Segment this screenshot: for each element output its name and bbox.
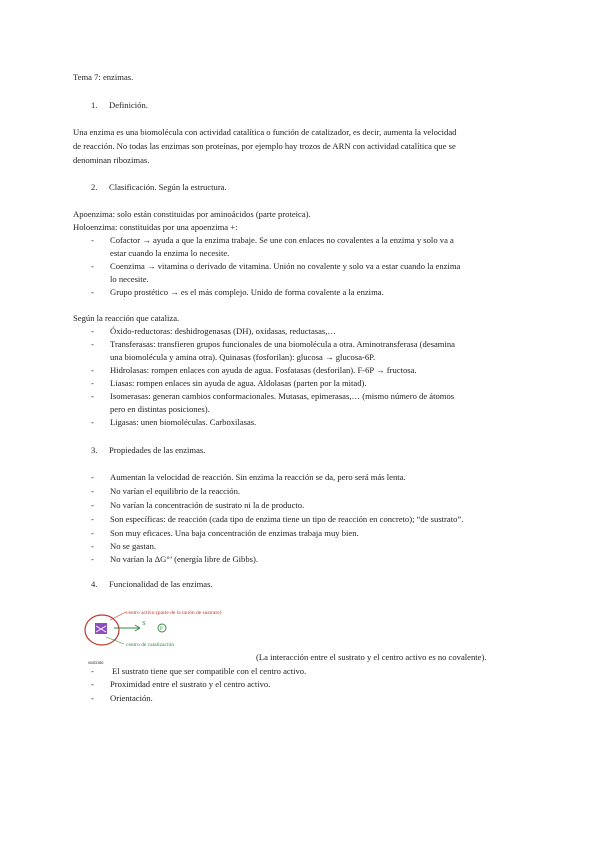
list-bullet: -	[91, 679, 94, 689]
list-bullet: -	[91, 500, 94, 510]
list-item: Óxido-reductoras: deshidrogenasas (DH), oxidasas, reductasas,…	[110, 326, 336, 336]
list-bullet: -	[91, 261, 94, 271]
paragraph-line: Una enzima es una biomolécula con actividad catalítica o función de catalizador, es decir, aumenta la velocidad	[73, 127, 457, 137]
section-number: 3.	[91, 445, 98, 455]
list-item: Hidrolasas: rompen enlaces con ayuda de agua. Fosfatasas (desforilan). F-6P → fructosa.	[110, 365, 417, 375]
list-item: No se gastan.	[110, 541, 157, 551]
list-bullet: -	[91, 339, 94, 349]
list-item: No varían el equilibrio de la reacción.	[110, 486, 241, 496]
list-item: Coenzima → vitamina o derivado de vitamina. Unión no covalente y solo va a estar cuando la enzima	[110, 261, 461, 271]
section-number: 2.	[91, 182, 98, 192]
list-item: Transferasas: transfieren grupos funcionales de una biomolécula a otra. Aminotransferasa (desamina	[110, 339, 455, 349]
list-bullet: -	[91, 554, 94, 564]
list-item: Grupo prostético → es el más complejo. Unido de forma covalente a la enzima.	[110, 287, 384, 297]
label-s: S	[142, 620, 146, 627]
section-heading: Definición.	[109, 100, 148, 110]
list-bullet: -	[91, 541, 94, 551]
diagram-caption: (La interacción entre el sustrato y el centro activo es no covalente).	[256, 652, 487, 662]
list-item: No varían la ΔG°’ (energía libre de Gibbs).	[110, 554, 259, 564]
paragraph-line: de reacción. No todas las enzimas son proteínas, por ejemplo hay trozos de ARN con actividad catalítica que se	[73, 141, 456, 151]
list-item: Orientación.	[110, 693, 153, 703]
list-bullet: -	[91, 666, 94, 676]
list-item: El sustrato tiene que ser compatible con el centro activo.	[112, 666, 307, 676]
list-item: Isomerasas: generan cambios conformacionales. Mutasas, epimerasas,… (mismo número de átomos	[110, 391, 455, 401]
list-item-continued: una biomolécula y amina otra). Quinasas (fosforilan): glucosa → glucosa-6P.	[110, 352, 376, 362]
list-item: Ligasas: unen biomoléculas. Carboxilasas.	[110, 417, 257, 427]
label-p: P	[160, 627, 163, 632]
section-number: 4.	[91, 579, 98, 589]
holoenzima-text: Holoenzima: constituidas por una apoenzima +:	[73, 222, 238, 232]
subsection-heading: Según la reacción que cataliza.	[73, 313, 180, 323]
list-item-continued: pero en distintas posiciones).	[110, 404, 210, 414]
paragraph-line: denominan ribozimas.	[73, 155, 150, 165]
list-bullet: -	[91, 365, 94, 375]
list-bullet: -	[91, 486, 94, 496]
list-item: Son específicas: de reacción (cada tipo de enzima tiene un tipo de reacción en concreto); “de sustrato”.	[110, 514, 464, 524]
list-item-continued: lo necesite.	[110, 274, 149, 284]
pointer-line	[110, 612, 126, 620]
document-title: Tema 7: enzimas.	[73, 72, 134, 82]
enzyme-diagram	[80, 606, 260, 666]
list-bullet: -	[91, 235, 94, 245]
pointer-line	[106, 637, 124, 644]
section-heading: Funcionalidad de las enzimas.	[109, 579, 213, 589]
list-bullet: -	[91, 287, 94, 297]
section-number: 1.	[91, 100, 98, 110]
list-item: Aumentan la velocidad de reacción. Sin enzima la reacción se da, pero será más lenta.	[110, 472, 406, 482]
label-bottom: centro de catalización	[126, 642, 174, 648]
label-enzyme: sustrato	[88, 661, 104, 666]
list-bullet: -	[91, 326, 94, 336]
list-bullet: -	[91, 514, 94, 524]
list-item: No varían la concentración de sustrato ni la de producto.	[110, 500, 305, 510]
list-bullet: -	[91, 528, 94, 538]
list-bullet: -	[91, 391, 94, 401]
section-heading: Propiedades de las enzimas.	[109, 445, 206, 455]
list-item-continued: estar cuando la enzima lo necesite.	[110, 248, 230, 258]
list-bullet: -	[91, 417, 94, 427]
section-heading: Clasificación. Según la estructura.	[109, 182, 227, 192]
list-bullet: -	[91, 378, 94, 388]
list-bullet: -	[91, 693, 94, 703]
list-bullet: -	[91, 472, 94, 482]
apoenzima-text: Apoenzima: solo están constituidas por aminoácidos (parte proteica).	[73, 209, 311, 219]
list-item: Liasas: rompen enlaces sin ayuda de agua. Aldolasas (parten por la mitad).	[110, 378, 367, 388]
list-item: Proximidad entre el sustrato y el centro activo.	[110, 679, 271, 689]
active-site	[95, 623, 107, 634]
list-item: Cofactor → ayuda a que la enzima trabaje. Se une con enlaces no covalentes a la enzima y solo va a	[110, 235, 454, 245]
list-item: Son muy eficaces. Una baja concentración de enzimas trabaja muy bien.	[110, 528, 359, 538]
label-top: centro activo (parte de la unión de sustrato)	[126, 610, 222, 616]
